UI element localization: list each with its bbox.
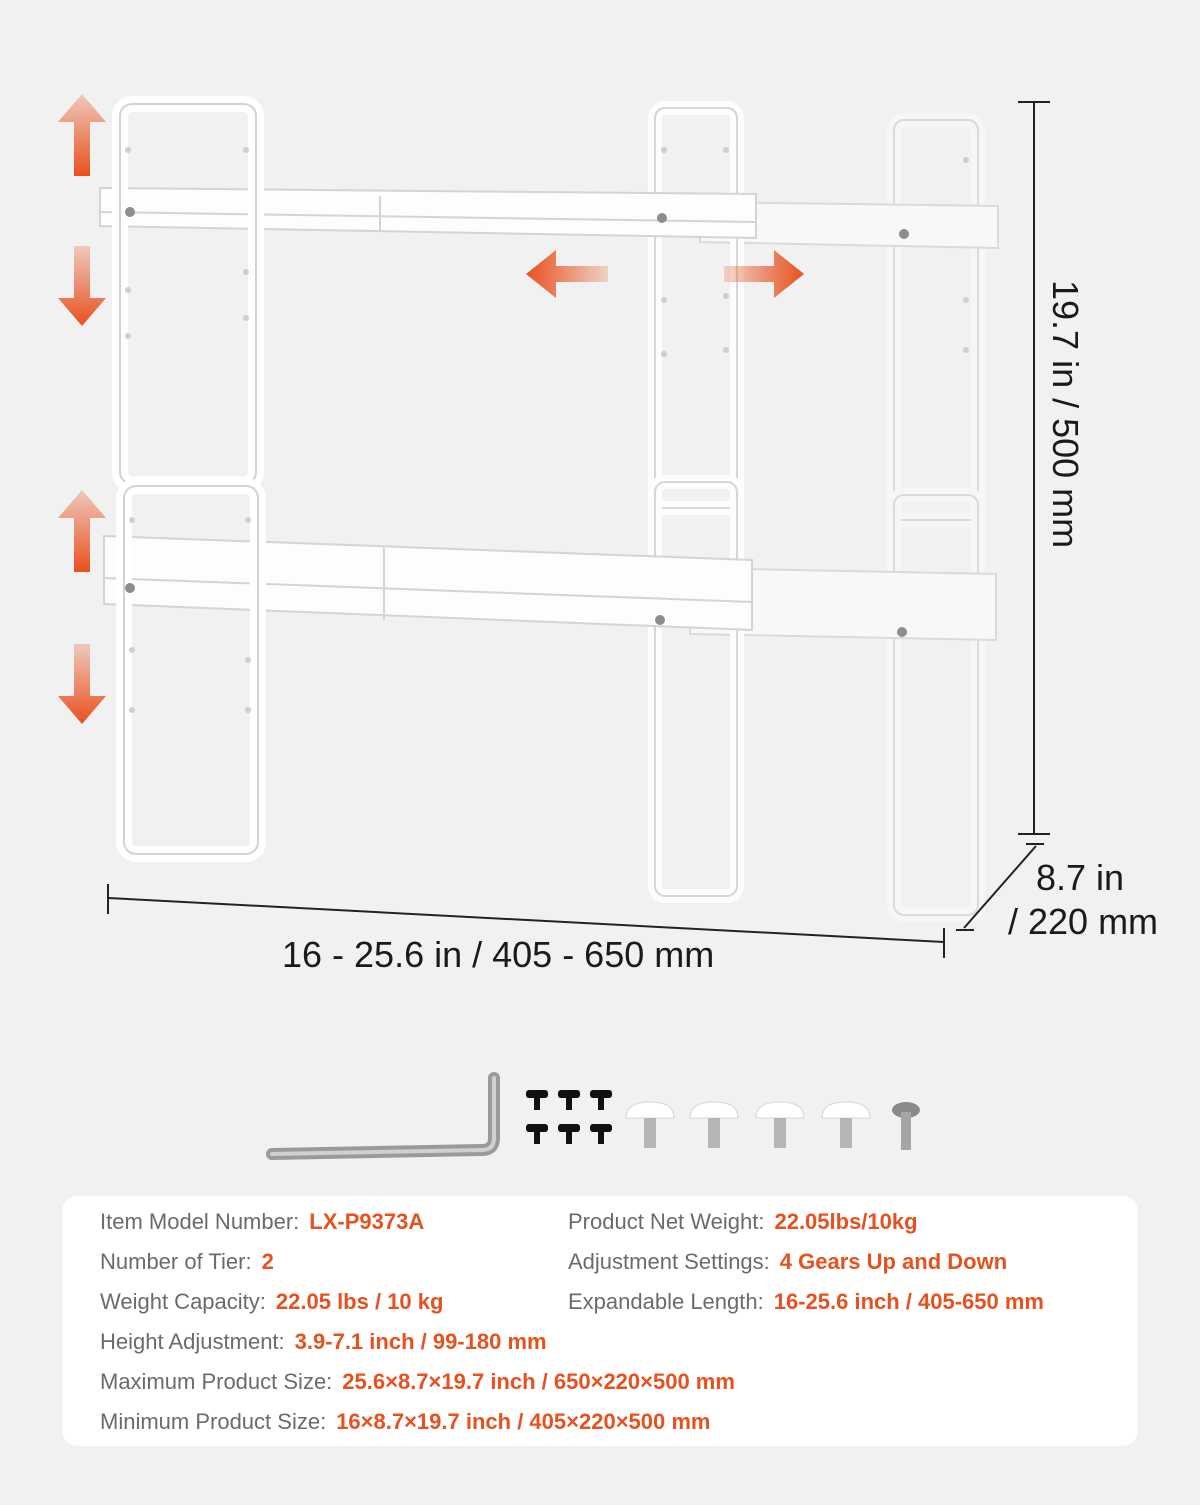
depth-dimension-line2: / 220 mm — [1008, 901, 1159, 942]
spec-min-size — [100, 1408, 710, 1436]
spec-value: 22.05 lbs / 10 kg — [275, 1289, 444, 1314]
height-dimension: 19.7 in / 500 mm — [1045, 280, 1086, 549]
allen-key-icon — [272, 1078, 494, 1154]
spec-label: Maximum Product Size: — [100, 1369, 333, 1394]
spec-max-size — [100, 1368, 735, 1396]
depth-dimension — [1008, 856, 1158, 944]
screw-icon — [892, 1102, 920, 1150]
arrow-left-icon — [526, 250, 608, 298]
spec-label: Adjustment Settings: — [568, 1249, 770, 1274]
width-dimension: 16 - 25.6 in / 405 - 650 mm — [282, 934, 715, 975]
spec-panel — [62, 1196, 1138, 1446]
spec-value: 2 — [261, 1249, 274, 1274]
spec-height-adjustment — [100, 1328, 547, 1356]
top-shelf — [100, 188, 756, 238]
spec-label: Minimum Product Size: — [100, 1409, 327, 1434]
spec-capacity — [100, 1288, 443, 1316]
arrow-down-icon — [58, 644, 106, 724]
screw-icon — [526, 1090, 612, 1144]
spec-value: 4 Gears Up and Down — [779, 1249, 1008, 1274]
spec-expandable-length — [568, 1288, 1044, 1316]
depth-dimension-line1: 8.7 in — [1036, 857, 1125, 898]
spec-label: Expandable Length: — [568, 1289, 764, 1314]
spec-model — [100, 1208, 424, 1236]
spec-label: Weight Capacity: — [100, 1289, 266, 1314]
spec-value: 16×8.7×19.7 inch / 405×220×500 mm — [336, 1409, 711, 1434]
spec-value: 22.05lbs/10kg — [774, 1209, 918, 1234]
spec-label: Item Model Number: — [100, 1209, 300, 1234]
arrow-up-icon — [58, 490, 106, 572]
spec-label: Product Net Weight: — [568, 1209, 765, 1234]
spec-tiers — [100, 1248, 274, 1276]
spec-label: Height Adjustment: — [100, 1329, 285, 1354]
spec-value: 16-25.6 inch / 405-650 mm — [773, 1289, 1044, 1314]
foot-pad-icon — [626, 1102, 870, 1148]
arrow-up-icon — [58, 94, 106, 176]
spec-net-weight — [568, 1208, 918, 1236]
spec-adjustment-settings — [568, 1248, 1007, 1276]
arrow-down-icon — [58, 246, 106, 326]
spec-value: 25.6×8.7×19.7 inch / 650×220×500 mm — [342, 1369, 735, 1394]
spec-value: LX-P9373A — [309, 1209, 425, 1234]
spec-label: Number of Tier: — [100, 1249, 252, 1274]
spec-value: 3.9-7.1 inch / 99-180 mm — [294, 1329, 547, 1354]
